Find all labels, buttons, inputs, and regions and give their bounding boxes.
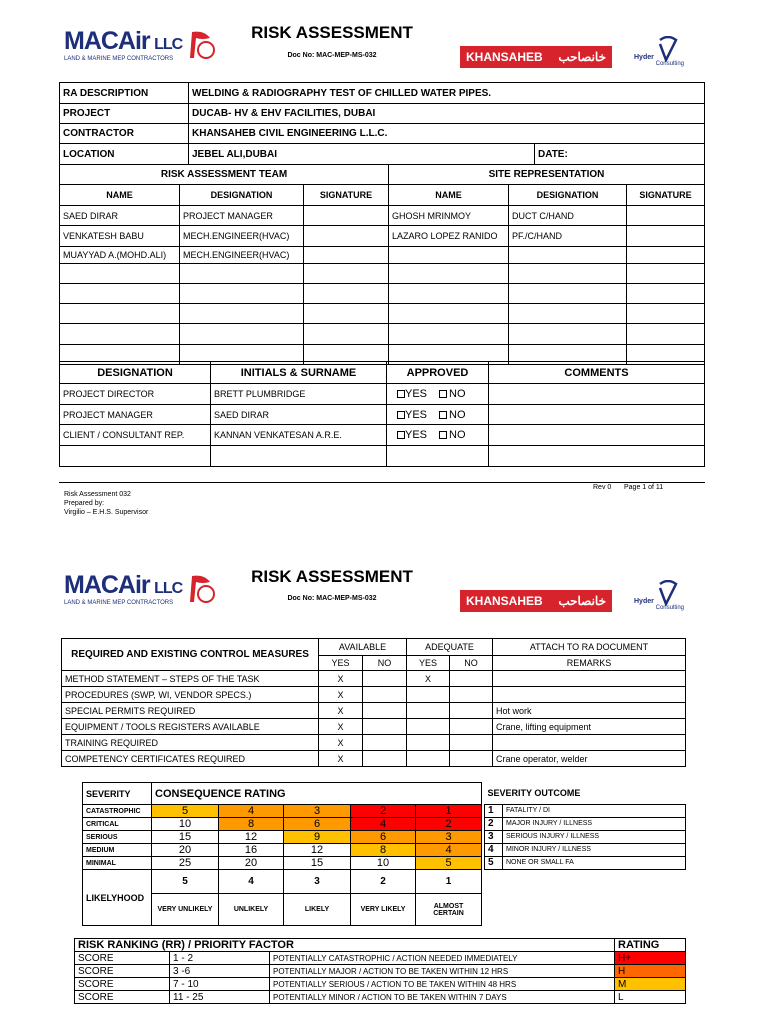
control-mark: [363, 751, 407, 767]
approval-checkboxes: [387, 446, 489, 467]
team-table: [59, 164, 705, 365]
severity-label: MINIMAL: [83, 857, 152, 870]
team-cell: [509, 324, 627, 345]
likelyhood-word: VERY UNLIKELY: [152, 894, 219, 926]
team-cell: SAED DIRAR: [60, 206, 180, 226]
likelyhood-num: 4: [219, 870, 284, 894]
hyder-logo: Hyder Consulting: [634, 36, 684, 67]
contractor-value: KHANSAHEB CIVIL ENGINEERING L.L.C.: [189, 124, 705, 144]
team-cell: [389, 304, 509, 324]
team-row: [60, 264, 705, 284]
approval-checkboxes: [387, 384, 489, 405]
team-cell[interactable]: [627, 206, 705, 226]
control-label: EQUIPMENT / TOOLS REGISTERS AVAILABLE: [62, 719, 319, 735]
matrix-row: [83, 844, 482, 857]
approval-row: [60, 425, 705, 446]
matrix-cell: 2: [351, 805, 416, 818]
ranking-rating: M: [615, 978, 686, 991]
contractor-label: CONTRACTOR: [60, 124, 189, 144]
ranking-row: [75, 965, 686, 978]
matrix-cell: 12: [284, 844, 351, 857]
team-cell: MUAYYAD A.(MOHD.ALI): [60, 247, 180, 264]
control-mark: [407, 735, 450, 751]
approval-designation: PROJECT MANAGER: [60, 405, 211, 425]
ra-description-value: WELDING & RADIOGRAPHY TEST OF CHILLED WATER PIPES.: [189, 83, 705, 104]
team-cell[interactable]: [627, 284, 705, 304]
no-label: NO: [449, 388, 466, 400]
control-label: TRAINING REQUIRED: [62, 735, 319, 751]
doc-number-2: Doc No: MAC-MEP-MS-032: [287, 595, 377, 602]
matrix-row: [83, 831, 482, 844]
control-remark: Crane operator, welder: [493, 751, 686, 767]
consequence-matrix: [82, 782, 482, 926]
page-title: RISK ASSESSMENT: [251, 23, 413, 42]
team-cell: [509, 304, 627, 324]
ranking-score: SCORE: [75, 952, 170, 965]
yes-label: YES: [405, 429, 428, 441]
team-cell[interactable]: [304, 264, 389, 284]
ra-description-label: RA DESCRIPTION: [60, 83, 189, 104]
control-row: [62, 735, 686, 751]
matrix-cell: 1: [416, 805, 482, 818]
date-label: DATE:: [535, 144, 705, 165]
ranking-rating: H: [615, 965, 686, 978]
ranking-desc: POTENTIALLY MINOR / ACTION TO BE TAKEN WITHIN 7 DAYS: [270, 991, 615, 1004]
matrix-cell: 5: [416, 857, 482, 870]
khansaheb-logo: KHANSAHEB خانصاحب: [460, 46, 612, 68]
approval-row: [60, 384, 705, 405]
available-yes: YES: [319, 656, 363, 671]
likelyhood-num: 1: [416, 870, 482, 894]
team-cell[interactable]: [304, 206, 389, 226]
control-mark: [407, 751, 450, 767]
no-label: NO: [449, 408, 466, 421]
outcome-num: 4: [485, 843, 503, 856]
team-cell: [60, 264, 180, 284]
ranking-title: RISK RANKING (RR) / PRIORITY FACTOR: [75, 939, 615, 952]
attach-header: ATTACH TO RA DOCUMENT: [493, 639, 686, 656]
likelyhood-word: ALMOST CERTAIN: [416, 894, 482, 926]
approval-row: [60, 446, 705, 467]
team-cell: DUCT C/HAND: [509, 206, 627, 226]
control-row: [62, 719, 686, 735]
control-label: PROCEDURES (SWP, WI, VENDOR SPECS.): [62, 687, 319, 703]
matrix-cell: 20: [152, 844, 219, 857]
hyder-logo-2: Hyder Consulting: [634, 580, 684, 611]
outcome-row: [485, 856, 686, 869]
remarks-header: REMARKS: [493, 656, 686, 671]
approval-comment[interactable]: [489, 384, 705, 405]
approval-col-header: APPROVED: [387, 362, 489, 384]
team-cell[interactable]: [627, 304, 705, 324]
control-mark: X: [319, 735, 363, 751]
team-cell: [180, 264, 304, 284]
approval-comment[interactable]: [489, 405, 705, 425]
outcome-text: SERIOUS INJURY / ILLNESS: [503, 830, 686, 843]
footer-info: [64, 490, 148, 517]
team-col-header: SIGNATURE: [304, 185, 389, 206]
control-mark: X: [319, 719, 363, 735]
outcome-num: 1: [485, 804, 503, 817]
team-title: RISK ASSESSMENT TEAM: [60, 165, 389, 185]
yes-label: YES: [405, 408, 428, 421]
matrix-row: [83, 818, 482, 831]
likelyhood-num: 5: [152, 870, 219, 894]
adequate-no: NO: [450, 656, 493, 671]
location-value: JEBEL ALI,DUBAI: [189, 144, 535, 165]
likelyhood-word: UNLIKELY: [219, 894, 284, 926]
footer-doc: Risk Assessment 032: [64, 491, 131, 498]
control-mark: [450, 703, 493, 719]
control-mark: [407, 703, 450, 719]
matrix-cell: 5: [152, 805, 219, 818]
control-label: SPECIAL PERMITS REQUIRED: [62, 703, 319, 719]
controls-table: [61, 638, 686, 767]
control-row: [62, 687, 686, 703]
khansaheb-logo-2: KHANSAHEB خانصاحب: [460, 590, 612, 612]
outcome-row: [485, 817, 686, 830]
adequate-yes: YES: [407, 656, 450, 671]
outcome-row: [485, 843, 686, 856]
control-label: COMPETENCY CERTIFICATES REQUIRED: [62, 751, 319, 767]
team-row: [60, 324, 705, 345]
control-remark: [493, 687, 686, 703]
ranking-row: [75, 991, 686, 1004]
page-title-2: RISK ASSESSMENT: [251, 567, 413, 586]
approval-designation: [60, 446, 211, 467]
team-row: [60, 247, 705, 264]
team-cell: [180, 324, 304, 345]
matrix-cell: 4: [219, 805, 284, 818]
site-rep-title: SITE REPRESENTATION: [389, 165, 705, 185]
control-mark: [450, 735, 493, 751]
severity-label: SERIOUS: [83, 831, 152, 844]
approval-name: KANNAN VENKATESAN A.R.E.: [211, 425, 387, 446]
location-label: LOCATION: [60, 144, 189, 165]
project-value: DUCAB- HV & EHV FACILITIES, DUBAI: [189, 104, 705, 124]
control-mark: [407, 687, 450, 703]
matrix-cell: 16: [219, 844, 284, 857]
control-mark: X: [319, 751, 363, 767]
control-remark: Crane, lifting equipment: [493, 719, 686, 735]
khansaheb-text: KHANSAHEB: [466, 50, 543, 64]
macair-logo: MACAir LLC LAND & MARINE MEP CONTRACTORS: [64, 28, 218, 62]
control-remark: [493, 671, 686, 687]
rating-header: RATING: [615, 939, 686, 952]
matrix-cell: 2: [416, 818, 482, 831]
likelyhood-label: LIKELYHOOD: [83, 870, 152, 926]
control-mark: [407, 719, 450, 735]
approval-name: SAED DIRAR: [211, 405, 387, 425]
approval-col-header: DESIGNATION: [60, 362, 211, 384]
matrix-cell: 20: [219, 857, 284, 870]
ranking-score: SCORE: [75, 978, 170, 991]
matrix-cell: 4: [351, 818, 416, 831]
team-row: [60, 284, 705, 304]
matrix-cell: 3: [416, 831, 482, 844]
team-cell[interactable]: [627, 247, 705, 264]
matrix-cell: 9: [284, 831, 351, 844]
severity-header: SEVERITY: [83, 783, 152, 805]
matrix-cell: 10: [351, 857, 416, 870]
control-mark: [363, 719, 407, 735]
team-col-header: NAME: [60, 185, 180, 206]
control-mark: [363, 687, 407, 703]
adequate-header: ADEQUATE: [407, 639, 493, 656]
ranking-desc: POTENTIALLY MAJOR / ACTION TO BE TAKEN WITHIN 12 HRS: [270, 965, 615, 978]
team-cell: [509, 264, 627, 284]
footer-prepared: Prepared by:: [64, 500, 105, 507]
team-cell: MECH.ENGINEER(HVAC): [180, 247, 304, 264]
control-mark: X: [407, 671, 450, 687]
matrix-cell: 4: [416, 844, 482, 857]
outcome-text: MAJOR INJURY / ILLNESS: [503, 817, 686, 830]
matrix-cell: 6: [284, 818, 351, 831]
ranking-range: 7 - 10: [170, 978, 270, 991]
approval-row: [60, 405, 705, 425]
likelyhood-word: LIKELY: [284, 894, 351, 926]
ranking-range: 1 - 2: [170, 952, 270, 965]
likelyhood-word: VERY LIKELY: [351, 894, 416, 926]
available-header: AVAILABLE: [319, 639, 407, 656]
ranking-desc: POTENTIALLY CATASTROPHIC / ACTION NEEDED IMMEDIATELY: [270, 952, 615, 965]
likelyhood-num: 2: [351, 870, 416, 894]
ranking-row: [75, 978, 686, 991]
team-col-header: SIGNATURE: [627, 185, 705, 206]
project-label: PROJECT: [60, 104, 189, 124]
severity-label: CATASTROPHIC: [83, 805, 152, 818]
approval-name: BRETT PLUMBRIDGE: [211, 384, 387, 405]
ranking-table: [74, 938, 686, 1004]
team-row: [60, 226, 705, 247]
doc-number: Doc No: MAC-MEP-MS-032: [287, 52, 377, 59]
team-cell: [389, 264, 509, 284]
control-mark: [363, 735, 407, 751]
control-mark: X: [319, 687, 363, 703]
control-row: [62, 703, 686, 719]
control-mark: [450, 687, 493, 703]
footer-rev: Rev 0: [593, 484, 612, 491]
team-cell[interactable]: [304, 324, 389, 345]
yes-label: YES: [405, 388, 428, 400]
team-cell[interactable]: [304, 247, 389, 264]
approval-comment[interactable]: [489, 425, 705, 446]
outcome-num: 5: [485, 856, 503, 869]
team-cell: LAZARO LOPEZ RANIDO: [389, 226, 509, 247]
severity-label: MEDIUM: [83, 844, 152, 857]
no-checkbox[interactable]: [439, 411, 447, 419]
no-checkbox[interactable]: [439, 431, 447, 439]
matrix-cell: 3: [284, 805, 351, 818]
footer-page: Page 1 of 11: [624, 484, 664, 491]
approval-comment[interactable]: [489, 446, 705, 467]
team-cell: PROJECT MANAGER: [180, 206, 304, 226]
severity-outcome-header: SEVERITY OUTCOME: [487, 787, 581, 798]
team-cell[interactable]: [304, 304, 389, 324]
control-row: [62, 751, 686, 767]
outcome-row: [485, 830, 686, 843]
team-cell[interactable]: [304, 284, 389, 304]
team-cell[interactable]: [627, 226, 705, 247]
matrix-cell: 10: [152, 818, 219, 831]
yes-checkbox[interactable]: [397, 411, 405, 419]
yes-checkbox[interactable]: [397, 390, 405, 398]
team-cell: [60, 284, 180, 304]
outcome-text: MINOR INJURY / ILLNESS: [503, 843, 686, 856]
matrix-cell: 6: [351, 831, 416, 844]
ranking-range: 11 - 25: [170, 991, 270, 1004]
team-cell: [389, 324, 509, 345]
likelyhood-num-row: [83, 870, 482, 894]
control-mark: [363, 703, 407, 719]
team-cell: VENKATESH BABU: [60, 226, 180, 247]
footer-preparer: Virgilio – E.H.S. Supervisor: [64, 509, 149, 516]
team-cell[interactable]: [627, 324, 705, 345]
info-table: [59, 82, 705, 165]
team-cell: [60, 324, 180, 345]
matrix-cell: 8: [351, 844, 416, 857]
severity-outcome-table: [484, 782, 686, 870]
ranking-rating: H+: [615, 952, 686, 965]
consequence-header: CONSEQUENCE RATING: [152, 783, 482, 805]
outcome-row: [485, 804, 686, 817]
outcome-num: 3: [485, 830, 503, 843]
matrix-cell: 8: [219, 818, 284, 831]
team-row: [60, 304, 705, 324]
control-remark: [493, 735, 686, 751]
likelyhood-num: 3: [284, 870, 351, 894]
team-cell: MECH.ENGINEER(HVAC): [180, 226, 304, 247]
macair-logo-2: MACAir LLC LAND & MARINE MEP CONTRACTORS: [64, 572, 218, 606]
matrix-cell: 25: [152, 857, 219, 870]
control-remark: Hot work: [493, 703, 686, 719]
matrix-cell: 12: [219, 831, 284, 844]
outcome-text: NONE OR SMALL FA: [503, 856, 686, 869]
approval-table: [59, 361, 705, 467]
team-cell: [180, 284, 304, 304]
control-mark: X: [319, 703, 363, 719]
approval-checkboxes: [387, 405, 489, 425]
yes-checkbox[interactable]: [397, 431, 405, 439]
approval-col-header: COMMENTS: [489, 362, 705, 384]
ranking-range: 3 -6: [170, 965, 270, 978]
control-mark: [363, 671, 407, 687]
team-cell: PF./C/HAND: [509, 226, 627, 247]
matrix-cell: 15: [152, 831, 219, 844]
approval-name: [211, 446, 387, 467]
ranking-score: SCORE: [75, 965, 170, 978]
approval-designation: PROJECT DIRECTOR: [60, 384, 211, 405]
control-mark: [450, 719, 493, 735]
approval-checkboxes: [387, 425, 489, 446]
team-cell: [60, 304, 180, 324]
available-no: NO: [363, 656, 407, 671]
outcome-text: FATALITY / DI: [503, 804, 686, 817]
approval-designation: CLIENT / CONSULTANT REP.: [60, 425, 211, 446]
control-mark: [450, 671, 493, 687]
team-col-header: DESIGNATION: [180, 185, 304, 206]
outcome-num: 2: [485, 817, 503, 830]
team-cell: [509, 284, 627, 304]
team-cell: [509, 247, 627, 264]
team-cell: GHOSH MRINMOY: [389, 206, 509, 226]
team-cell[interactable]: [627, 264, 705, 284]
no-checkbox[interactable]: [439, 390, 447, 398]
team-cell: [180, 304, 304, 324]
team-col-header: DESIGNATION: [509, 185, 627, 206]
ranking-score: SCORE: [75, 991, 170, 1004]
ranking-desc: POTENTIALLY SERIOUS / ACTION TO BE TAKEN WITHIN 48 HRS: [270, 978, 615, 991]
team-cell[interactable]: [304, 226, 389, 247]
severity-label: CRITICAL: [83, 818, 152, 831]
team-cell: [389, 284, 509, 304]
matrix-cell: 15: [284, 857, 351, 870]
matrix-row: [83, 805, 482, 818]
team-cell: [389, 247, 509, 264]
control-mark: [450, 751, 493, 767]
team-col-header: NAME: [389, 185, 509, 206]
controls-title: REQUIRED AND EXISTING CONTROL MEASURES: [62, 639, 319, 671]
no-label: NO: [449, 429, 466, 441]
control-row: [62, 671, 686, 687]
control-mark: X: [319, 671, 363, 687]
ranking-row: [75, 952, 686, 965]
team-row: [60, 206, 705, 226]
approval-col-header: INITIALS & SURNAME: [211, 362, 387, 384]
ranking-rating: L: [615, 991, 686, 1004]
control-label: METHOD STATEMENT – STEPS OF THE TASK: [62, 671, 319, 687]
matrix-row: [83, 857, 482, 870]
